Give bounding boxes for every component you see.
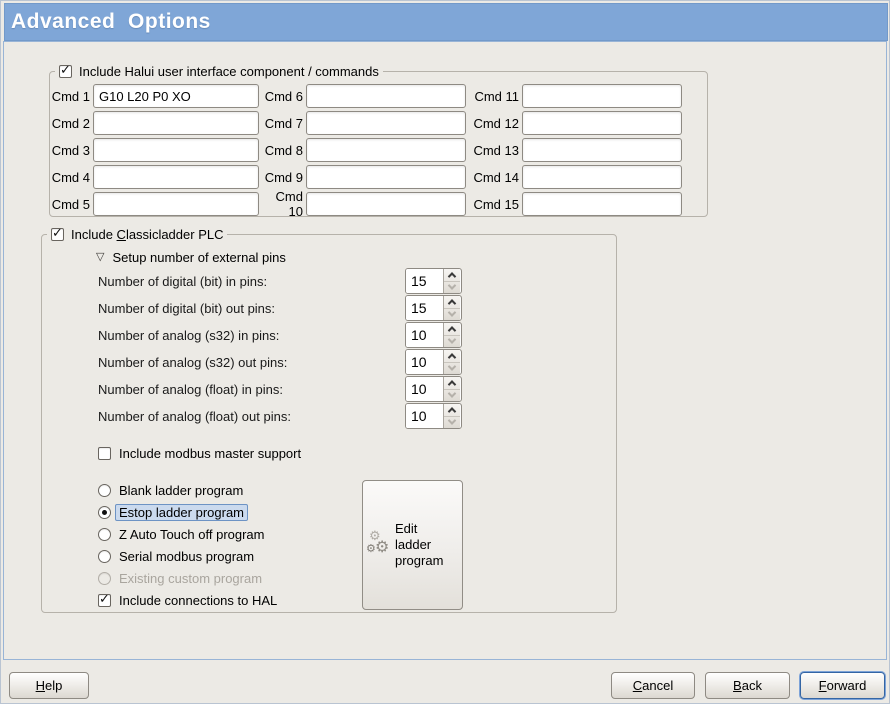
page-title: Advanced Options — [11, 10, 211, 33]
cmd-label: Cmd 11 — [474, 88, 519, 104]
back-button[interactable]: Back — [705, 672, 790, 699]
z-auto-touchoff-option[interactable] — [98, 526, 265, 543]
serial-modbus-radio[interactable] — [98, 550, 111, 563]
cmd-input[interactable] — [93, 111, 259, 135]
estop-ladder-radio[interactable] — [98, 506, 111, 519]
cmd-input[interactable] — [93, 84, 259, 108]
digital-out-spinner[interactable] — [405, 295, 462, 321]
s32-out-spinner[interactable] — [405, 349, 462, 375]
spinner-steppers — [443, 323, 460, 347]
help-button[interactable]: Help — [9, 672, 89, 699]
cmd-input[interactable] — [522, 138, 682, 162]
cmd-row — [51, 138, 691, 162]
spinner-value-input[interactable] — [406, 323, 443, 347]
spin-up-icon[interactable] — [444, 377, 460, 390]
cmd-row — [51, 165, 691, 189]
cmd-label: Cmd 5 — [51, 196, 90, 212]
existing-custom-label: Existing custom program — [119, 571, 263, 586]
cmd-label: Cmd 4 — [51, 169, 90, 185]
cmd-label: Cmd 13 — [473, 142, 519, 158]
edit-ladder-program-label: Edit ladder program — [395, 520, 444, 569]
serial-modbus-option[interactable] — [98, 548, 254, 565]
spinner-value-input[interactable] — [406, 269, 443, 293]
cmd-input[interactable] — [306, 192, 466, 216]
cmd-input[interactable] — [306, 84, 466, 108]
spinner-value-input[interactable] — [406, 377, 443, 401]
pin-row — [98, 322, 462, 348]
pin-row — [98, 295, 462, 321]
cmd-row — [51, 111, 691, 135]
spin-up-icon[interactable] — [444, 269, 460, 282]
z-auto-touchoff-radio[interactable] — [98, 528, 111, 541]
check-icon: ✓ — [99, 591, 110, 606]
cmd-row — [51, 84, 691, 108]
edit-ladder-program-button[interactable] — [362, 480, 463, 610]
spin-up-icon[interactable] — [444, 296, 460, 309]
z-auto-touchoff-label: Z Auto Touch off program — [119, 527, 265, 542]
spinner-steppers — [443, 269, 460, 293]
gears-icon: ⚙ ⚙ ⚙ — [366, 528, 390, 556]
expander-label: Setup number of external pins — [112, 250, 286, 265]
cmd-input[interactable] — [93, 165, 259, 189]
pin-row — [98, 376, 462, 402]
pin-label: Number of analog (float) out pins: — [98, 408, 291, 424]
cmd-input[interactable] — [522, 84, 682, 108]
spinner-value-input[interactable] — [406, 296, 443, 320]
cmd-label: Cmd 7 — [264, 115, 303, 131]
modbus-option[interactable] — [98, 445, 301, 462]
cmd-label: Cmd 15 — [473, 196, 519, 212]
digital-in-spinner[interactable] — [405, 268, 462, 294]
float-in-spinner[interactable] — [405, 376, 462, 402]
cmd-label: Cmd 10 — [275, 189, 303, 219]
classicladder-frame-label — [47, 225, 227, 243]
hal-connections-label: Include connections to HAL — [119, 593, 278, 608]
halui-checkbox[interactable] — [59, 61, 72, 78]
blank-ladder-option[interactable] — [98, 482, 243, 499]
check-icon: ✓ — [60, 61, 71, 77]
pin-label: Number of digital (bit) in pins: — [98, 273, 268, 289]
halui-checkbox-label: Include Halui user interface component / commands — [79, 63, 379, 79]
spin-down-icon[interactable] — [444, 336, 460, 348]
blank-ladder-radio[interactable] — [98, 484, 111, 497]
pin-label: Number of analog (float) in pins: — [98, 381, 283, 397]
spinner-steppers — [443, 377, 460, 401]
modbus-checkbox[interactable] — [98, 447, 111, 460]
spinner-steppers — [443, 350, 460, 374]
wizard-header — [4, 3, 888, 41]
estop-ladder-label: Estop ladder program — [115, 504, 248, 521]
spin-down-icon[interactable] — [444, 417, 460, 429]
s32-in-spinner[interactable] — [405, 322, 462, 348]
existing-custom-radio — [98, 572, 111, 585]
blank-ladder-label: Blank ladder program — [119, 483, 244, 498]
external-pins-expander[interactable] — [96, 249, 286, 266]
cmd-input[interactable] — [522, 111, 682, 135]
spinner-value-input[interactable] — [406, 404, 443, 428]
check-icon: ✓ — [52, 224, 63, 240]
cmd-label: Cmd 2 — [51, 115, 90, 131]
float-out-spinner[interactable] — [405, 403, 462, 429]
spinner-steppers — [443, 404, 460, 428]
pin-label: Number of analog (s32) in pins: — [98, 327, 280, 343]
cmd-label: Cmd 8 — [264, 142, 303, 158]
cmd-input[interactable] — [93, 138, 259, 162]
existing-custom-option — [98, 570, 262, 587]
cmd-label: Cmd 1 — [51, 88, 90, 104]
spin-up-icon[interactable] — [444, 350, 460, 363]
spin-down-icon[interactable] — [444, 309, 460, 321]
spin-down-icon[interactable] — [444, 282, 460, 294]
spinner-steppers — [443, 296, 460, 320]
cmd-input[interactable] — [522, 165, 682, 189]
cmd-label: Cmd 14 — [473, 169, 519, 185]
hal-connections-checkbox[interactable] — [98, 591, 111, 607]
spin-down-icon[interactable] — [444, 390, 460, 402]
spinner-value-input[interactable] — [406, 350, 443, 374]
spin-up-icon[interactable] — [444, 404, 460, 417]
serial-modbus-label: Serial modbus program — [119, 549, 255, 564]
spin-down-icon[interactable] — [444, 363, 460, 375]
cmd-input[interactable] — [306, 165, 466, 189]
cmd-label: Cmd 12 — [473, 115, 519, 131]
cmd-label: Cmd 3 — [51, 142, 90, 158]
spin-up-icon[interactable] — [444, 323, 460, 336]
expander-triangle-icon: ▽ — [96, 251, 105, 263]
pin-row — [98, 349, 462, 375]
classicladder-checkbox-label: Include Classicladder PLC — [71, 226, 224, 242]
cmd-input[interactable] — [522, 192, 682, 216]
classicladder-checkbox[interactable] — [51, 224, 64, 241]
estop-ladder-option[interactable] — [98, 504, 248, 521]
cmd-input[interactable] — [93, 192, 259, 216]
pin-row — [98, 268, 462, 294]
cmd-row — [51, 189, 691, 219]
pin-row — [98, 403, 462, 429]
hal-connections-option[interactable] — [98, 592, 277, 609]
cancel-button[interactable]: Cancel — [611, 672, 695, 699]
cmd-input[interactable] — [306, 138, 466, 162]
pin-label: Number of analog (s32) out pins: — [98, 354, 288, 370]
cmd-input[interactable] — [306, 111, 466, 135]
forward-button[interactable]: Forward — [800, 672, 885, 699]
modbus-label: Include modbus master support — [119, 446, 302, 461]
halui-frame-label — [55, 62, 383, 80]
cmd-label: Cmd 9 — [264, 169, 303, 185]
cmd-label: Cmd 6 — [264, 88, 303, 104]
pin-label: Number of digital (bit) out pins: — [98, 300, 276, 316]
